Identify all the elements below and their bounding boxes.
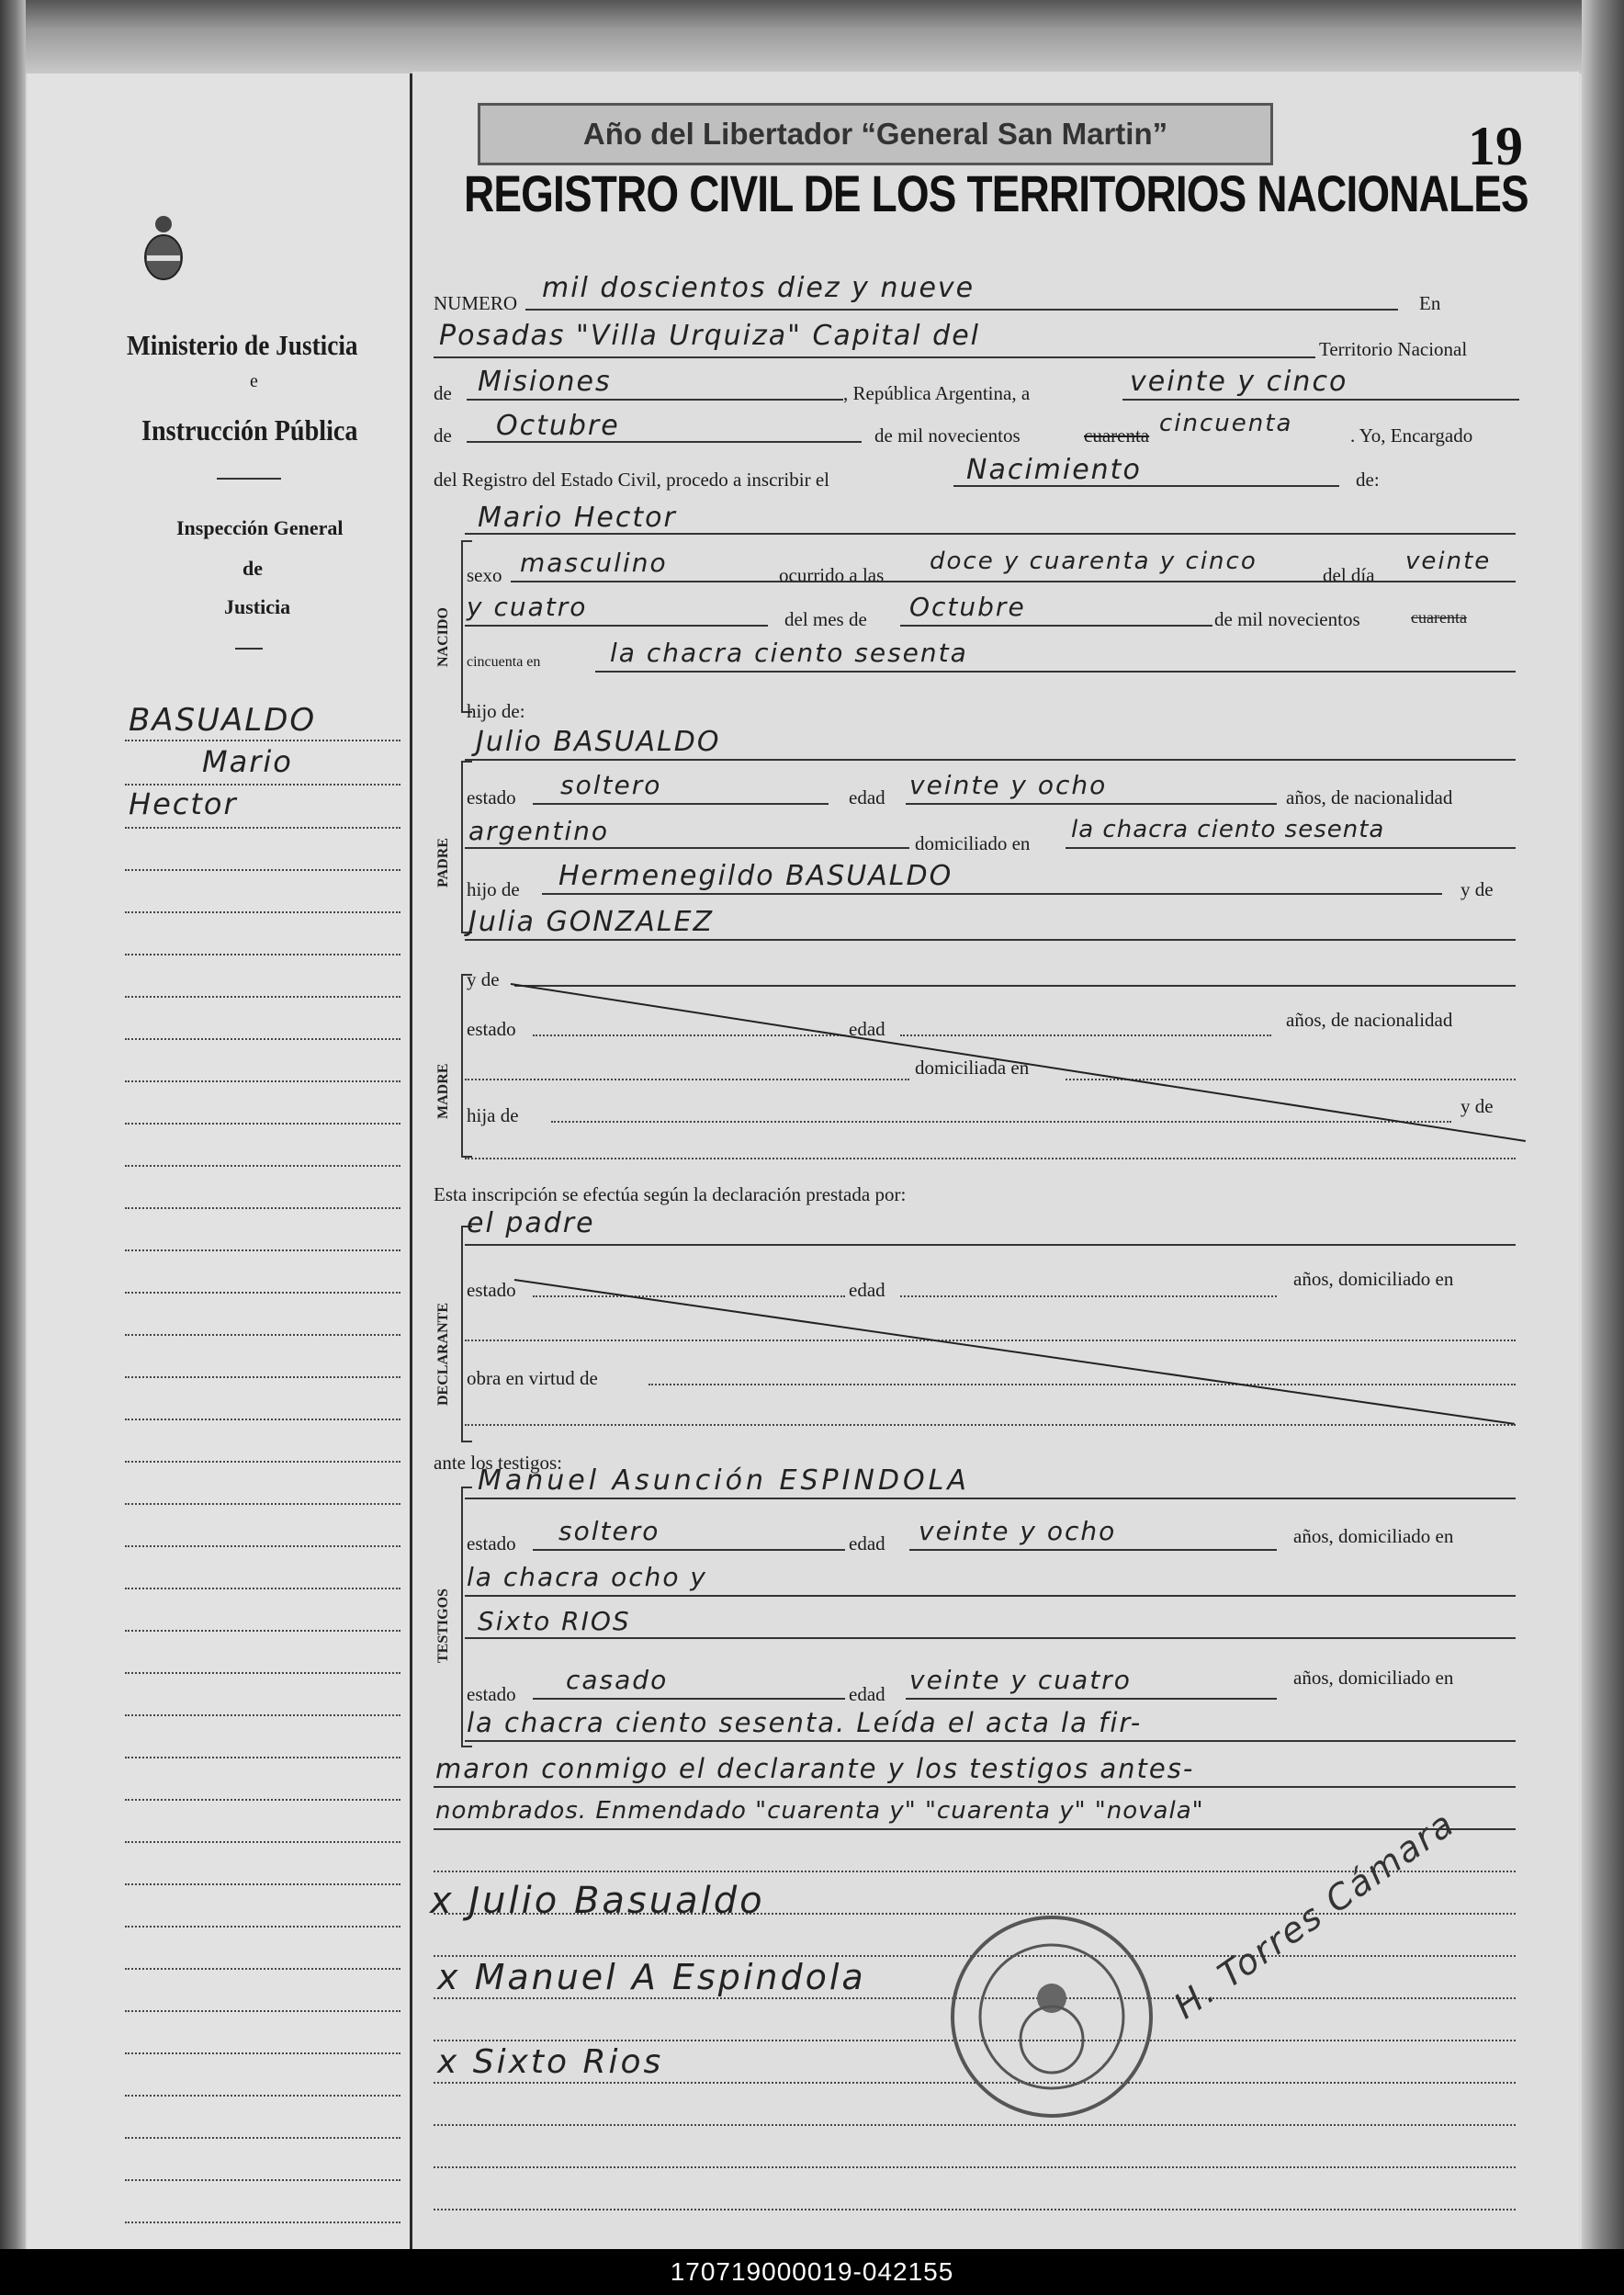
line [533, 1034, 845, 1036]
line [465, 533, 1516, 535]
declarante-bracket [461, 1226, 472, 1442]
madre-domiciliada: domiciliada en [915, 1057, 1030, 1079]
line [465, 1637, 1516, 1639]
declarante-estado: estado [467, 1279, 516, 1301]
birth-year-printed-struck: cuarenta [1411, 608, 1467, 627]
argentine-coat-of-arms-icon [136, 211, 191, 285]
father-anos-label: años, de nacionalidad [1286, 786, 1453, 808]
divider [217, 478, 281, 480]
line [465, 939, 1516, 941]
del-dia-label: del día [1323, 564, 1375, 586]
line [511, 581, 1516, 582]
madre-anos: años, de nacionalidad [1286, 1009, 1453, 1031]
line [551, 1121, 1451, 1123]
place-value: Posadas "Villa Urquiza" Capital del [439, 320, 981, 352]
page-title: REGISTRO CIVIL DE LOS TERRITORIOS NACIONALES [464, 164, 1528, 222]
line [542, 893, 1442, 895]
registro-value: Nacimiento [966, 454, 1142, 486]
en-label: En [1419, 292, 1441, 314]
witness1-name: Manuel Asunción ESPINDOLA [478, 1464, 970, 1497]
signature-witness2: x Sixto Rios [437, 2043, 664, 2081]
scan-id-footer: 170719000019-042155 [0, 2249, 1624, 2295]
line [906, 803, 1277, 805]
father-estado: soltero [560, 770, 662, 800]
margin-second-name: Hector [129, 786, 238, 821]
padre-side-label: PADRE [435, 838, 451, 887]
madre-y-de-2: y de [1460, 1095, 1494, 1117]
margin-surname: BASUALDO [129, 702, 317, 739]
declarante-obra: obra en virtud de [467, 1367, 598, 1389]
child-name: Mario Hector [478, 502, 677, 534]
divider [235, 648, 263, 650]
father-nacionalidad: argentino [468, 816, 610, 846]
line [900, 1295, 1277, 1297]
inspection-line1: Inspección General [176, 516, 344, 539]
declarante-value: el padre [467, 1207, 595, 1239]
witness2-name: Sixto RIOS [478, 1606, 631, 1636]
testigos-side-label: TESTIGOS [435, 1588, 451, 1663]
declarante-anos: años, domiciliado en [1293, 1268, 1454, 1290]
year-value: cincuenta [1159, 410, 1293, 437]
witness2-edad-label: edad [849, 1683, 885, 1705]
grandmother: Julia GONZALEZ [468, 906, 715, 938]
closing-line-2: nombrados. Enmendado "cuarenta y" "cuarenta y" "novala" [435, 1797, 1204, 1825]
line [465, 847, 909, 849]
birth-month: Octubre [909, 592, 1026, 622]
father-estado-label: estado [467, 786, 516, 808]
line [525, 309, 1398, 311]
line [514, 985, 1516, 987]
banner-stamp: Año del Libertador “General San Martin” [478, 103, 1273, 165]
witness1-edad: veinte y ocho [919, 1516, 1117, 1546]
book-edge-left [0, 0, 26, 2249]
month-value: Octubre [496, 410, 620, 442]
territory-value: Misiones [478, 366, 612, 398]
declarante-edad: edad [849, 1279, 885, 1301]
de-label-2: de [434, 424, 452, 447]
numero-label: NUMERO [434, 292, 518, 314]
page-number: 19 [1468, 116, 1523, 176]
line [648, 1384, 1516, 1385]
witness2-estado: casado [566, 1665, 669, 1695]
year-printed-struck: cuarenta [1084, 424, 1150, 447]
line [595, 671, 1516, 673]
birth-day-1: veinte [1405, 548, 1492, 575]
line [434, 356, 1315, 358]
line [467, 399, 843, 401]
de-label: de [434, 382, 452, 404]
line [1122, 399, 1519, 401]
madre-bracket [461, 974, 472, 1158]
closing-line-1: maron conmigo el declarante y los testigos antes- [435, 1753, 1195, 1784]
father-hijo-label: hijo de [467, 878, 520, 900]
officer-signature: H. Torres Cámara [1167, 1803, 1462, 2028]
ministry-line1: Ministerio de Justicia [127, 329, 358, 361]
line [906, 1698, 1277, 1700]
line [465, 625, 768, 627]
line [465, 1424, 1516, 1426]
line [900, 1034, 1271, 1036]
line [533, 1295, 845, 1297]
witness2-anos: años, domiciliado en [1293, 1667, 1454, 1689]
madre-hija: hija de [467, 1104, 519, 1126]
birth-day-2: y cuatro [467, 592, 588, 622]
ocurrido-label: ocurrido a las [779, 564, 885, 586]
line [533, 1698, 845, 1700]
left-margin-leaf [28, 73, 412, 2249]
margin-first-name: Mario [202, 744, 293, 779]
witness1-estado: soltero [558, 1516, 660, 1546]
father-domicilio: la chacra ciento sesenta [1071, 816, 1385, 843]
line [953, 485, 1339, 487]
birth-place: la chacra ciento sesenta [610, 638, 968, 668]
signature-witness1: x Manuel A Espindola [437, 1957, 866, 1997]
father-name: Julio BASUALDO [476, 726, 721, 758]
time-value: doce y cuarenta y cinco [930, 548, 1257, 575]
registro-label: del Registro del Estado Civil, procedo a inscribir el [434, 469, 829, 491]
grandfather: Hermenegildo BASUALDO [558, 860, 953, 892]
book-edge-top [0, 0, 1624, 73]
witness1-domicilio: la chacra ocho y [467, 1562, 707, 1592]
witness2-estado-label: estado [467, 1683, 516, 1705]
sexo-label: sexo [467, 564, 502, 586]
line [1066, 847, 1516, 849]
yo-label: . Yo, Encargado [1350, 424, 1473, 447]
witness2-edad: veinte y cuatro [909, 1665, 1132, 1695]
territorio-label: Territorio Nacional [1319, 338, 1468, 360]
sexo-value: masculino [520, 548, 668, 578]
inspection-line2: de [242, 557, 263, 580]
de-colon: de: [1356, 469, 1380, 491]
line [909, 1549, 1277, 1551]
declaracion-label: Esta inscripción se efectúa según la declaración prestada por: [434, 1183, 907, 1205]
numero-value: mil doscientos diez y nueve [542, 272, 976, 304]
ministry-conj: e [250, 371, 258, 391]
birth-year-2: cincuenta en [467, 654, 541, 670]
madre-side-label: MADRE [435, 1063, 451, 1119]
book-edge-right [1582, 0, 1624, 2249]
line [533, 1549, 845, 1551]
line [465, 1079, 909, 1080]
father-edad-label: edad [849, 786, 885, 808]
father-edad: veinte y ocho [909, 770, 1108, 800]
declarante-side-label: DECLARANTE [435, 1302, 451, 1406]
line [465, 1498, 1516, 1499]
madre-y-de: y de [467, 968, 500, 990]
year-label: de mil novecientos [874, 424, 1021, 447]
line [465, 1595, 1516, 1597]
day-value: veinte y cinco [1130, 366, 1348, 398]
line [434, 1828, 1516, 1830]
madre-estado: estado [467, 1018, 516, 1040]
line [465, 1158, 1516, 1159]
birth-year-label: de mil novecientos [1214, 608, 1360, 630]
witness1-estado-label: estado [467, 1532, 516, 1554]
line [465, 1244, 1516, 1246]
line [465, 759, 1516, 761]
nacido-side-label: NACIDO [435, 607, 451, 667]
republica-label: , República Argentina, a [843, 382, 1031, 404]
official-seal-stamp-icon [946, 1911, 1157, 2122]
line [434, 1786, 1516, 1788]
line [900, 625, 1212, 627]
witness1-edad-label: edad [849, 1532, 885, 1554]
line [465, 1340, 1516, 1341]
signature-father: x Julio Basualdo [430, 1880, 765, 1922]
father-domiciliado-label: domiciliado en [915, 832, 1031, 854]
line [467, 441, 862, 443]
del-mes-label: del mes de [784, 608, 867, 630]
inspection-line3: Justicia [224, 595, 291, 618]
ministry-line2: Instrucción Pública [141, 413, 358, 447]
witness2-domicilio: la chacra ciento sesenta. Leída el acta la fir- [467, 1707, 1143, 1738]
witness1-anos: años, domiciliado en [1293, 1525, 1454, 1547]
hijo-label: hijo de: [467, 700, 525, 722]
line [465, 1740, 1516, 1742]
testigos-label: ante los testigos: [434, 1452, 562, 1474]
madre-edad: edad [849, 1018, 885, 1040]
line [533, 803, 829, 805]
father-y-de: y de [1460, 878, 1494, 900]
